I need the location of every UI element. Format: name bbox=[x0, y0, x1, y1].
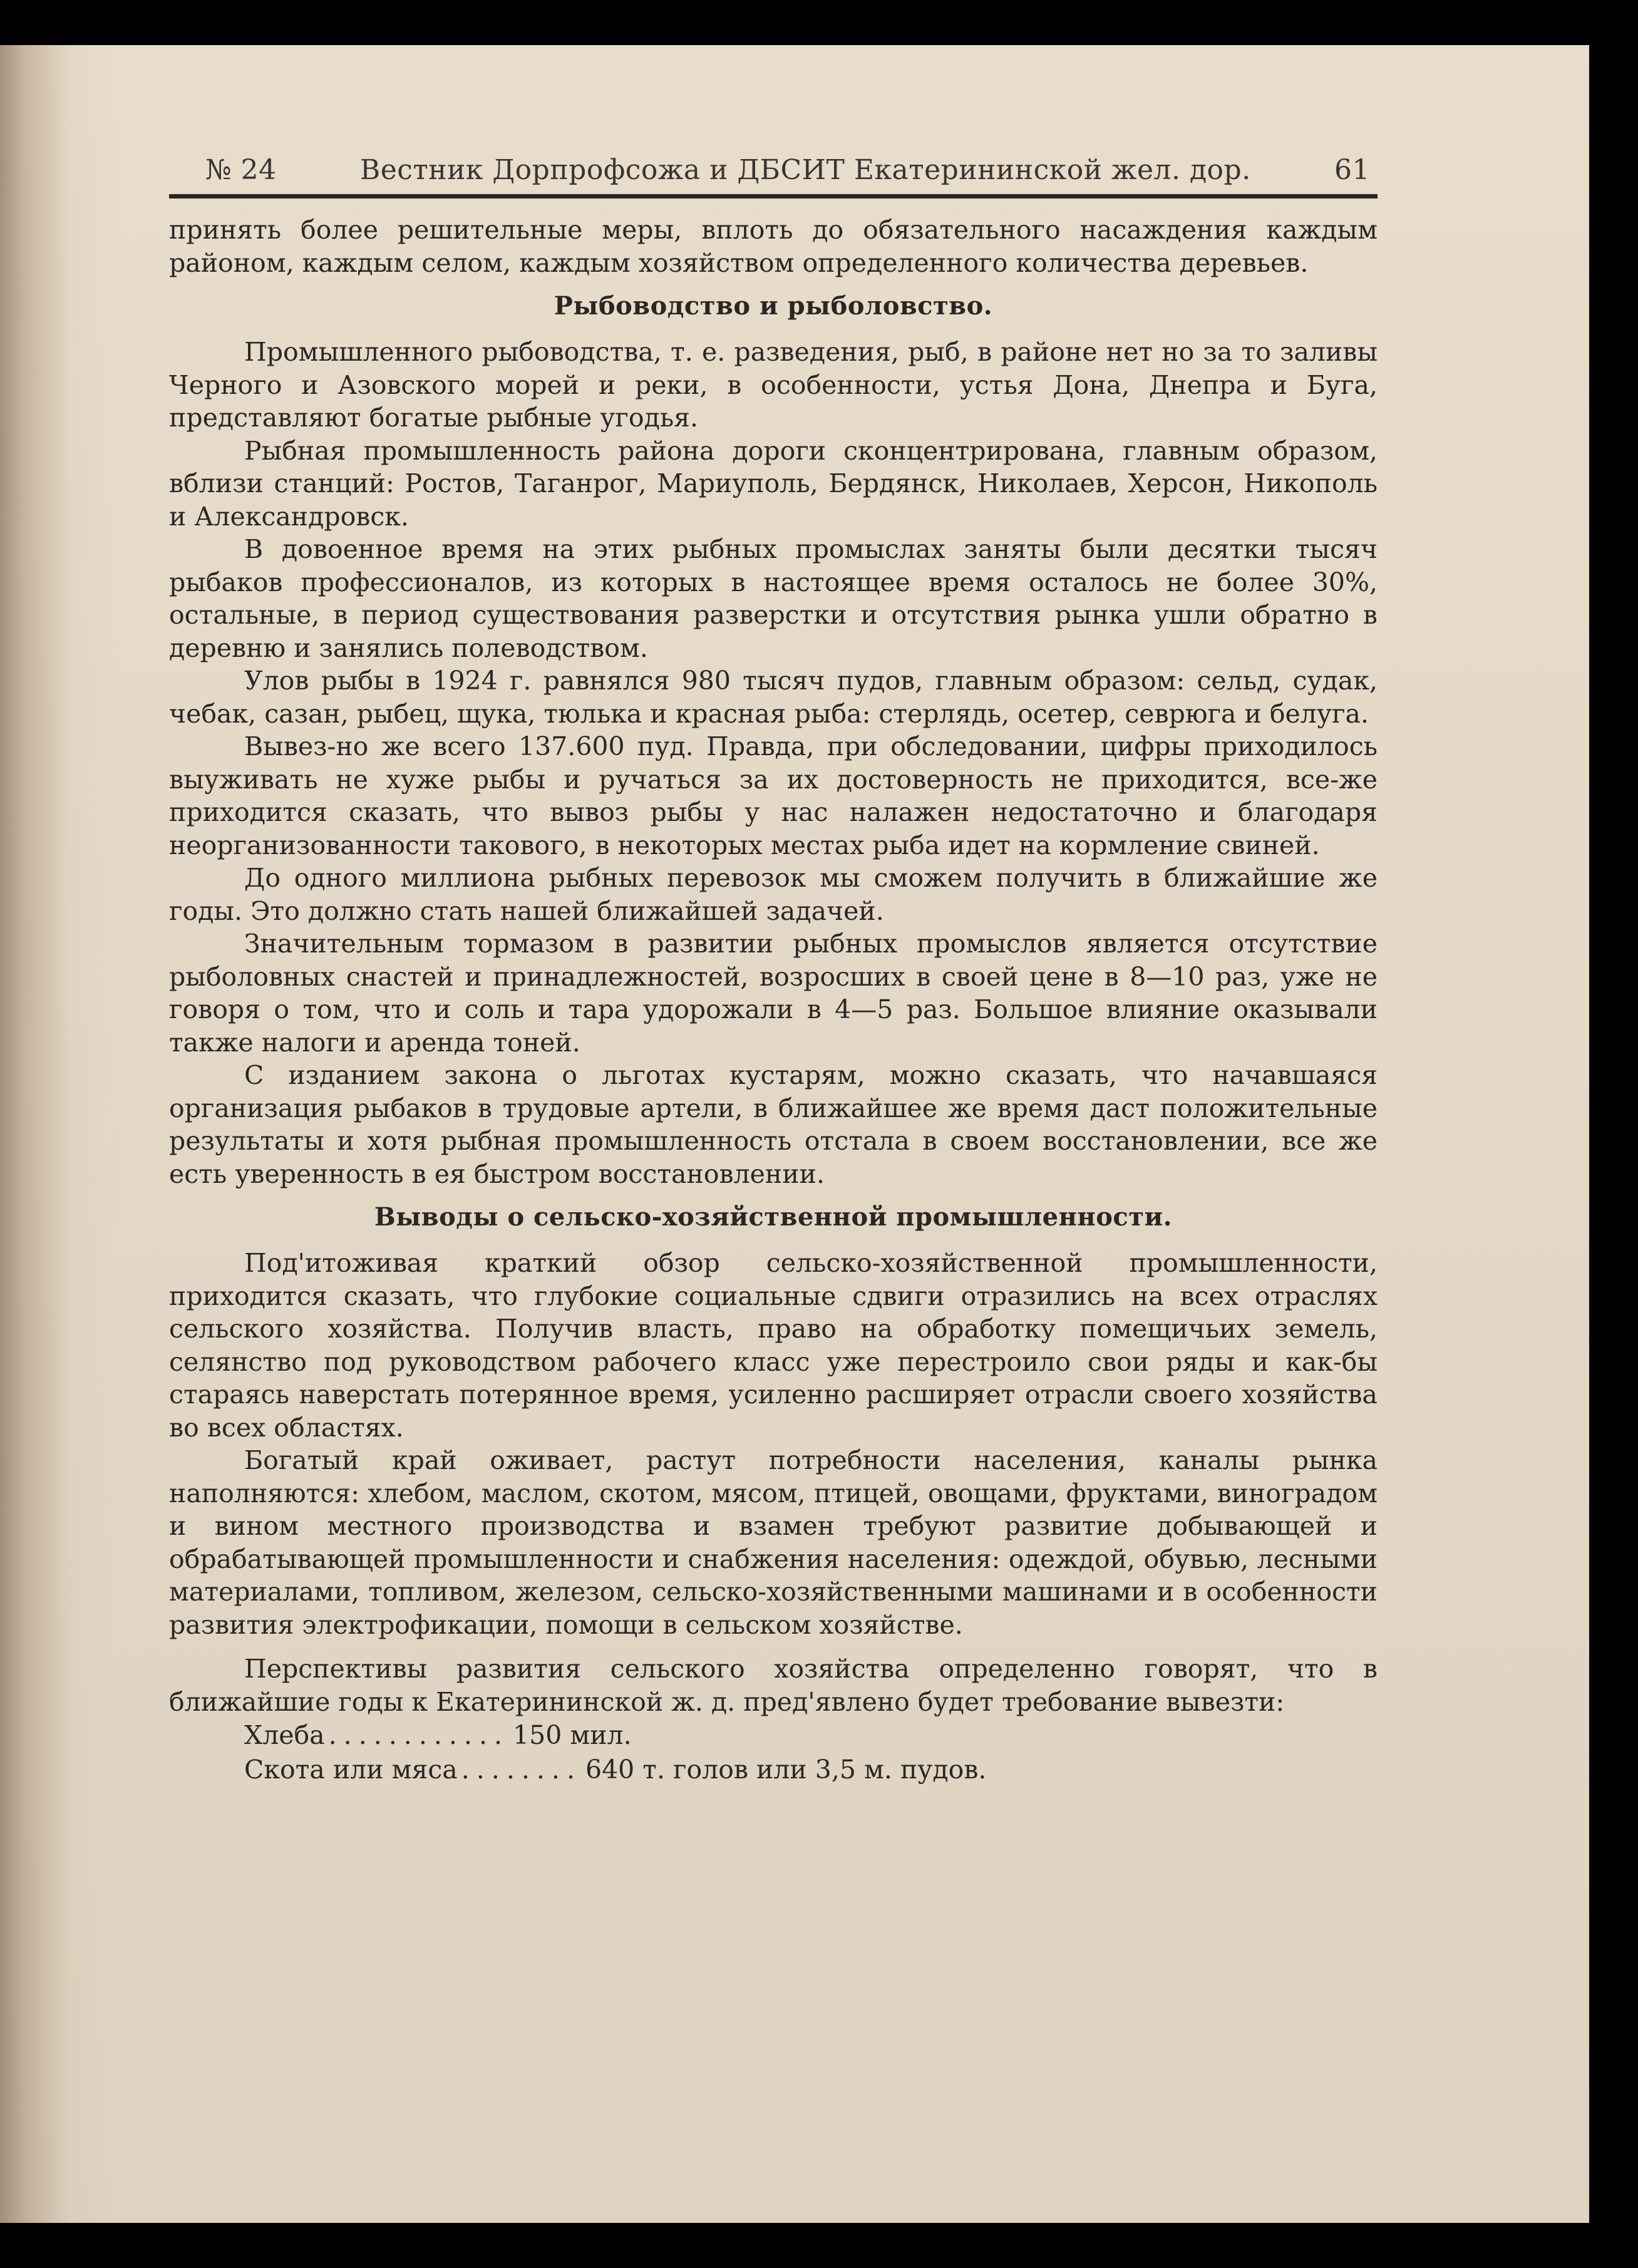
conclusions-paragraph: Под'итоживая краткий обзор сельско-хозяйственной промышленности, приходится сказать, что глубокие социальные сдвиги отразились на всех отраслях сельского хозяйства. Получив власть, право на обработку помещичьих земель, селянство под руководством рабочего класс уже перестроило свои ряды и как-бы стараясь наверстать потерянное время, усиленно расширяет отрасли своего хозяйства во всех областях. bbox=[169, 1248, 1378, 1443]
section-heading-conclusions: Выводы о сельско-хозяйственной промышленности. bbox=[374, 1202, 1173, 1232]
fisheries-paragraph: Значительным тормазом в развитии рыбных промыслов является отсутствие рыболовных снастей и принадлежностей, возросших в своей цене в 8—10 раз, уже не говоря о том, что и соль и тара удорожали в 4—5 раз. Большое влияние оказывали также налоги и аренда тоней. bbox=[169, 929, 1378, 1058]
list-item-value: 640 т. голов или 3,5 м. пудов. bbox=[585, 1755, 987, 1785]
section-heading-fisheries: Рыбоводство и рыболовство. bbox=[554, 291, 993, 321]
list-item-value: 150 мил. bbox=[513, 1720, 632, 1750]
carryover-paragraph: принять более решительные меры, вплоть до обязательного насаждения каждым районом, каждым селом, каждым хозяйством определенного количества деревьев. bbox=[169, 215, 1378, 278]
paragraph-gap bbox=[169, 1641, 1378, 1652]
fisheries-paragraph: С изданием закона о льготах кустарям, можно сказать, что начавшаяся организация рыбаков в трудовые артели, в ближайшее же время даст положительные результаты и хотя рыбная промышленность отстала в своем восстановлении, все же есть уверенность в ея быстром восстановлении. bbox=[169, 1060, 1378, 1189]
issue-number: № 24 bbox=[205, 154, 277, 186]
scanned-page bbox=[0, 45, 1589, 2223]
fisheries-paragraph: В довоенное время на этих рыбных промыслах заняты были десятки тысяч рыбаков профессионалов, из которых в настоящее время осталось не более 30%, остальные, в период существования разверстки и отсутствия рынка ушли обратно в деревню и занялись полеводством. bbox=[169, 534, 1378, 663]
fisheries-paragraph: Промышленного рыбоводства, т. е. разведения, рыб, в районе нет но за то заливы Черного и Азовского морей и реки, в особенности, устья Дона, Днепра и Буга, представляют богатые рыбные угодья. bbox=[169, 337, 1378, 433]
conclusions-paragraph: Богатый край оживает, растут потребности населения, каналы рынка наполняются: хлебом, маслом, скотом, мясом, птицей, овощами, фруктами, виноградом и вином местного производства и взамен требуют развитие добывающей и обрабатывающей промышленности и снабжения населения: одеждой, обувью, лесными материалами, топливом, железом, сельско-хозяйственными машинами и в особенности развития электрофикации, помощи в сельском хозяйстве. bbox=[169, 1445, 1378, 1640]
list-item-label: Скота или мяса bbox=[244, 1755, 458, 1785]
page-content bbox=[169, 152, 1378, 1787]
dot-leader: ........ bbox=[461, 1755, 582, 1785]
conclusions-paragraph: Перспективы развития сельского хозяйства определенно говорят, что в ближайшие годы к Екатерининской ж. д. пред'явлено будет требование вывезти: bbox=[169, 1654, 1378, 1717]
page-number: 61 bbox=[1334, 154, 1370, 186]
list-item-label: Хлеба bbox=[244, 1720, 325, 1750]
list-item bbox=[169, 1718, 1378, 1753]
fisheries-paragraph: Рыбная промышленность района дороги сконцентрирована, главным образом, вблизи станций: Ростов, Таганрог, Мариуполь, Бердянск, Николаев, Херсон, Никополь и Александровск. bbox=[169, 435, 1378, 532]
dot-leader: ............ bbox=[328, 1720, 510, 1750]
fisheries-paragraph: До одного миллиона рыбных перевозок мы сможем получить в ближайшие же годы. Это должно стать нашей ближайшей задачей. bbox=[169, 863, 1378, 926]
list-item bbox=[169, 1753, 1378, 1787]
running-head bbox=[169, 152, 1378, 189]
article-body bbox=[169, 214, 1378, 1787]
header-rule bbox=[169, 194, 1378, 198]
journal-title: Вестник Дорпрофсожа и ДБСИТ Екатерининской жел. дор. bbox=[359, 154, 1251, 186]
fisheries-paragraph: Вывез-но же всего 137.600 пуд. Правда, при обследовании, цифры приходилось выуживать не хуже рыбы и ручаться за их достоверность не приходится, все-же приходится сказать, что вывоз рыбы у нас налажен недостаточно и благодаря неорганизованности такового, в некоторых местах рыба идет на кормление свиней. bbox=[169, 731, 1378, 860]
fisheries-paragraph: Улов рыбы в 1924 г. равнялся 980 тысяч пудов, главным образом: сельд, судак, чебак, сазан, рыбец, щука, тюлька и красная рыба: стерлядь, осетер, севрюга и белуга. bbox=[169, 666, 1378, 729]
